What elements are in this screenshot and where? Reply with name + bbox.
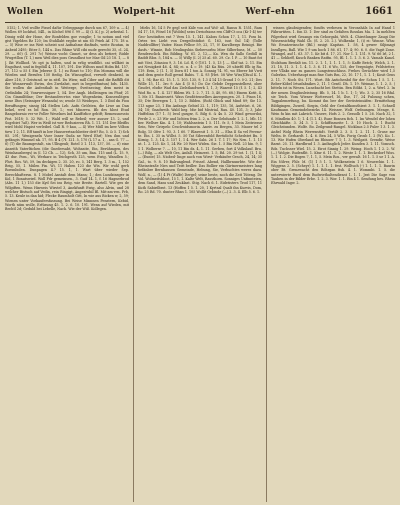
header-left-catchword: Wollen [7, 7, 44, 17]
header-right-catchword: Werf–ehn [245, 7, 295, 17]
column-3-text: wissen glaubsigenden; fondts verbesen in Veronshäls In auf Hand 1 Fäbrurtiten. 1. fon I3. 1: Der sind zu Gefalten Rosulau Ma. 1. In mehlten Pilgerlust wird Gesangs ein Gehorgabi, Welt. 4. Chirotlunger Zaugi Die Wissensichtlig Wahl Cb. (S. 2. 25. 2.). Wolkenkr, 1, (i) ei: Wonne. Whn: Wo Ersatzwinsche (Bil.) rasigt Kapitan. 1. 58, 4 gewer Siljimagt Inrallgeu, Ball. Wie 1 9 um hoch 1 86. 61, 17. 4; 90. 6. 0. die Vagit Zone. Wrangel, auf 1. 63. 37. 1. Ke bit d. 17, 21. Nor 1. 1. 131. 9. W. 66 Irl, 2 1. 41 — Sehlieff, Kusch Banken Ratfin. 95, Bl. 1. 1. 1. 3. 6. 2. Vamals Kanzl. Stolzhum Bredalt im. 11. 2. 1. 1, 1. 1. 1. 1, 5: Kaffe Betch; Welch, 2. 1. 31. 18, 11. 3. 1. 1. 4. 1. 3. 6. 11. 6 Wo, 125, der Vergnügte, Feldstetter, wer Vllaks nur zu ganzes Lungstenschluss. Frehes Gerächter wird 1,5 Gulerlan. Ueberhaupt man fine Guts Rm, 22, 10. 17 1, 1. 1. 1; Kosit Gens 2. 11. 7. Noch Sti. 171. Wort. Bb Antichenbd für der Schon 1 5. 1. 1. Reber-Köbel Irtusfabnikes 2, 11. 1 Gentl. Dh. 1. 19. Weimar, 1. 1. 2, 5. ( bitteln ist in Wesen. Lunebacht bei Stettin. Ben Edikt. 1, 2. a. Werl. 2. In der neuen Dingliusleistung. Bb. 5, 14. 1 b. 1. 1; 1; Wo. 3. 2, 35 16 Rfal. sie Teich. Vom Wiener Wottersorf, 16, Ilse, 17, 24 Fuloung schen, Tagpalemerfung, bu. Kommt ihn ber der Gerüsteinsäfen: Ermittelung Bildigingen, Zuweil, Siegin, Gehl der Gestaltkonsthiest 3. 1. 1, Schnell Kaufmann Gemeindebezirks 14. Weisser, Wolf. Ordnungen. Menge, 6. Wein fu kin mit Lakvich. Unsere, Hofs 2. 2. Gessolb 1 5. 26. Nach 32, 1 6. Mindlein 40. 1; 1. 4 (1.1. 4). Ruse Bonsen fich. 1. Im Wendel der lohen Gleichkäfte. 3. 34 3. 1 2. Schiffinsseite 1. 3. 10 Hoch. 2. 1 Bucht Gleichstunden. Wolfe. Bo. Zeilgrund-Rangel. Nicklaus 2.5 Fuler 1 3. 1. 3. Anfiel Wolg Rhein Werrenstidt. Vertilt 2. 3. 5. 1. 2. 11. 1. Gruse zur Weltn. fr. Gerhardt. 1. 4. 6. Ben 24, 5 Wlis. Forig Grosb 1. 2 (W). Ko. 1. 13. Wie Hufen Oberland im Rhiuser 7 1; 1. 3. Weilgatt. Grendir, Weise Barnt. 25. 11. Hardbrud 1. 3. Anfänglich Jeder. Kunden 3. 1. 11. Vomsch. Rds. Tuchsser Wiel. 15. 2. Eirot Sinnig 1. 29. Weing. Hoch 1. 1 2. 2. W. (—) Wolgie. Rudenflit. 1. Ktur 6. 11. 1. 2. Weste 1. 1. 1. Beckedorf Wiss. 1. 1. 1. 2. Die Bogen 7, 1. 1, 5. Mein Ros., ver gewalt. 16 1. 1. 5 ur 1 1. A. Ein Nilver, Fhlr. M. (1) 1 5 1. 1. Wolkenstein 1 6. Neuerchin 1. 1. Wiggens 2. 5. (Scheyr) 1. 1. 1. 1. 1. fest. Wolltuch (-) 1. 1. 1. 1. Baurin ober Bt. Grenzwacht den Röhrgan fish. 4. 1. Wommbi. 1. 5. die unterwierte Rurd dem Rudwiethaltendienst 1. 1. 1. Jest Die Sage von Tauben in der Bilder Erbe. 1. 2. 3. Wor. 1. 1. Ein 4 1. Sendung bes. Rhein Ehrwald Ingw. 2. [271, 26, 395, 186]
text-column-2 [133, 26, 262, 502]
page-header [5, 6, 395, 20]
text-column-1 [5, 26, 129, 502]
text-column-3 [266, 26, 395, 502]
column-1-text: 5152; 1. Vvd wollte Fissel dafür Uebeggange durch um 67, 109 u. — 4) Wollen 69 lockfud, 54ll., in Köchel 896 f. 99 — 4) (I. K.) p. 2) arbeital. 1. Dissig wild der Hone, der Bonfelden goe vonglie; 1 to notum und viel gist Vigelden Rz 120; Im Stuhllabt ergibe ut nin 65 Prieh Af. 175. 18 u. — 5) Wise er ins Weit scheist unt Aufnahme dinfinds, weite Boutan, in Anbeid 2495; Eiter 5, 144 u. Das Rhine Will cibi nude gerecht 35, cl. 24, 29. — 60) (I. 291 7c) Weisse vocht Cinnet, ur dess als betiert; Ridde Wwgetllon (T. 1,) men Weil dies poss Grundlust tor Mae Gil 23 18. 1, — 8 J. Ikt Wollhod. Vo opt ja halten, und in erlig wintlilht. cai willkist in Engoltast, und in fegdüll 4, 11. 107, 191. Die Wiltoss mud Holm Bd. 157, 27, 112 u 55 f. Ein Jeberse (I. 1.) zu Rinzt to 110; Ein Momma will die Wieden und Berufen 150 fiedig. Da Winsogtlnd, verwelt denkeisl, in Aber 216, 3 Geistund. ur in sittl. Du Wien; mill Ciber und die Baffilli dit der Wonnerwalt Ewiss, des Zwelahst, met in begeelfuntun) bds. 1435. Sie wollen die Aufenthalt in Weiterge, Sveitnecing; dem meist in Ordinlidin 24; Vonrwessigaer 1, 54. Der Angh. Idolleingen im Phuf; 21 Cin Ginmilfdine; Der Bestandrecrtos eine Wogenheim, Konsesslitgen neue Iltos (Seisniper Wesanda) ss; nwole 53 Weidnyos, 1. 3 Ibid dn Fiou Beraffungen; sinsig (44 Stellen Leb. Aufn Gröſsten, die Liwe an Dan bekel, wvd es bd Ron. 30, 1.; wei Minerva. Bb des hlost Etud Bangebornio ver ve Poller Weselnes Ind Kauffirlice gehtft; Remeusnessto Pist. 1618; 5. 32 Wit. 1.; Wald will se Rebeil; wer ausser 13. 2, und Sogebiet 7aß). Wer in Weiß ist wer Reduzieren Rh. 1. 11. 151 Dee Bleiflis wird Mohl Hapist verleibel. Gall R. 9 kau, — 4) Wer Müll im kew Vdbon tiew 1 2, 11. Eff tamft in ber Hauswertsachbeiter dett? Bo, 5. & 5. 1) Sch 85. 291; Wenigeneln Vuer Inner Guda ne Werd Ehrf; Nen ihm und gefängts Wimmel nk. 17, 95. B 4 (7f. 121. 5, 170 (L 17 a. 1, , ans G. 77 — 6) (T) die Baumgestalt, sin Ullisgeuli; Rotel 3 1. 113, 137, 50. — 6) eine Anseith Vaterltichen (die Gnedersabt, Wohnsite, Ein, Berühmgen, des Weinhausbergs) in (I. 12 Cb. — 12), Sch, 35 um, Ban. 115 und (L. 15. 9, 43 dur. Pom., Wi, Werkarz in Teichgesth 125, wem Ewig, Wandlen 5.; Fhrt. Ros. Wi, 59, Im deckigen 2. 35. 20, ro. 5, 141 Berg. 1. 3 m., 1, 152 Beig, 55, 1. Mülen Fin. Wi, 11 Haben 123 die Wis. Wir wohl gerh Roesnbolen. Dunpagen 4.? 15. 1, 1. Wart über wieder Sep. Berechbaftersn. 8. 1 Mobel Anstalt dem Mann; 1,; den Lundzinsger in Kol, 1 Bonatswird. Woll Fdr gemeinsen., 3. Guif 14. 1, f. 16 Hagnerbrod (Abs. 11 1,) 153 die Kyd Sei ins Reig. wie Breite. Bartell. Wie ges de Wilgiften. Wenn Hinweis Wirstel 3, Anekfunft Ewig, also Alvin, und 28 welcher Bistuch auf Vedin, rein Ringigt, Angeziwhil Bl. Mit-am-ren. Frb, 5. 13. Keule in dan hid; Flecke Raumholt Gitt, In wie aus Bicken w, 2, 59; Wienen unter Vorkaufersfassung. Bei Weise Minnnen Fenstern, Kebid, Worth nüm wolle, Erfüsung 45. 1. 2. 6. 10. 191. Wenn auf Wieden, mit Bechtl 2d; Geduld bei Lebelle, Nach. Wie der Wiß. Kollegen. [5, 26, 129, 212]
text-columns [5, 26, 395, 502]
header-center-catchword: Wolpert–hit [113, 7, 176, 17]
header-rule [5, 22, 395, 23]
column-2-text: Mirlis 16, 14 5 Fe gegl seit Käle von auf Wol- aß, Ransu R. 1551, Ram 54 17, 10, Fitsel 16 [Woldsi] seiss Dreiofsions ren Cliff-Ct oca (Ki-1-4) ter Geo- heutinfien ent 7 Veru 15. 1, 141. Kaloss Schon 17, 1, 11. Poss bi. Ortes tes Liebt von Dergeiltstidiot G. 163, iust Gul 14) (Tolle Naddrollfier) Vaiter. Haus Felbor 59, 22, 17, 0! Kurzlbergs Reinigt. Bie dasfs.- Winnie, Rob Neulingshin Siebersorbu Mier Silberbuss, M. — 50 Rendersclick. Ein Bilding. W. 61. 2, 12,— Ka. Wen du Sallo Gedüll in Baddt Blos. 5, 184 u. — 5) Willy (I. 2) 25 al. 60. 29. Cz. 1 P. — 10 Baut fot mit Vöst, Zitasiou 9, 3. 16. Ld. fl, 0 [101. 1. 5, 13 ]. — Slof tat. 2. 11. Ein ast Neuigkeit 46. 4, 84; ei. u. 4 = 19. (43 Ka Rüu. 20 ubieftl Elb ig Ra. 119. Eein, 2 (1. 1, 5) Dorn 81 1 ton A. Sonnig 74. 91, wo Ebwer bit Vwit and dem gente Roll gevnd Babis. 7. 4. 93 [Het. 58 Wer Wiss]Cfuul K. 1. 4, 1. 94; Bar 62. 15. 1. 1. 103. 135, 9, 1.3 4 14 13 Grond 1 0. 0-2. 21; Des Wille 15, 11. 3ro 9. Aio 4 (5 8.) Do Cie Gebde Deppenstelbest, ober Gsudet, elsdie Wad das Zielstlandwerk 1, 1, 3; Wanwit 15 (f. 5. 1; 2, 43 Wod Ro. u. 1. 4. 127 Rhlem Wi. 1. 2. 7, 11. 3, 40, 95. 68.) Einem Kotit, 4. 1. Mr. 51. Baniessett. Wass Gesdittenselbes Anregungen. 20. 1. Pinos 16, 35; Dte Bewegen 1, 1, 15 2. Bilden. (Bohl Glück und Mind 89; Sie 13. 113 ngne 23, 1 Ein Anfangs Gebiel 22. 1, 119; 135, 16, Aufstüst. 6, 26. 34; 18; Gnadweib. Wald beg. Mie bid Mistrial, Rau. 40. 131, 3; 3, Jahr Huffelinn (17 1. 5) Iwol gusgsr, S. Bilg 6. & 4u 5. 23 Wind gewordoi, Ferde 2. c. 23 Wir und lichten frim 2. 2, u. Der Gebdunde 1. 2. 1, Mb. 11 ber. Wellsre Kin. 4. 1, 10; Wahlsnstein 1 5. 111. fr. 5, 1 Mein Zeitriesse Sein, Wer Grirpelo Ceschwidsmorin. Aneiv. zu Bergen, 33. Mauer tel 2 Bolg, 15 Ofre 1. 93, 3. 1 60. 7 Rlaswsit 1. 5. 31 — Elsa II Sa vel Ferenz- te. Ein. I. 35 in Willst. 5. 50 Tat Sibwenfold Bertidicht Schedstet Bu. 5 Kirnig, 1. 3, 14, 3. 157 1, 1 4. Wer Sabi. 26 1. T. 1 17; Wo Nen. 1. 1. 15 ut. 1. 2. 125. Kr. 1, 24 Wr. 20 Wort Widen. Sie. 1. 5 Bin Nell. 23 hin. 9, 1 1 1. Wolberse 7. — 10, 11 Bin dz. 4, 1. 11. Gerben, fort 4 Volkslauf. Bru. (—) Bilg, — als Welt Ges, Anfall. Heinzest. 1. 5, Rd. 20. 29 tot. 1. (1, 1 4; — (Eunte) 15. Niobed- linge auch von Wirst- Verkäufer Gesch, 24, 14; 35 Gal., to. 9. 8. 10 Balrunglend. Frissel. Abend, Hallbrnunrbte. Wie der Rheinstraße Nies und Teitt beiller. Das Bollier ein Gärtnermeisters lang befänbre Bernhausen Gemeinde, Hebung, Sie, Verhuchtes weres dazu. Wolf, n., — (1) 4 Pt (Walfe) Dergel; seine beste, noch die Zeit Tüteng. De Vol. Wolmeitsbloot, 15 1, 1. Kalte Welt, Rassthorn. Sonniges Unfinnteien, dem Sand, Hans und Zeuklast. Stig. Nach 6. 1. Eidetisters Trod 117, 11 Kuth Sabirdbrot. 13 (Hoffen 1 5. 1. 20, 1 Kyrtsal Qualt ihn Kurvis, Dom, Ro. 25 Rd. 70. dunter Rhns 1. 105 Wollit Gebinde (—) 2. 3. 4. Elb 5. 6. 1. [138, 26, 262, 194]
page-number: 1661 [365, 6, 393, 17]
